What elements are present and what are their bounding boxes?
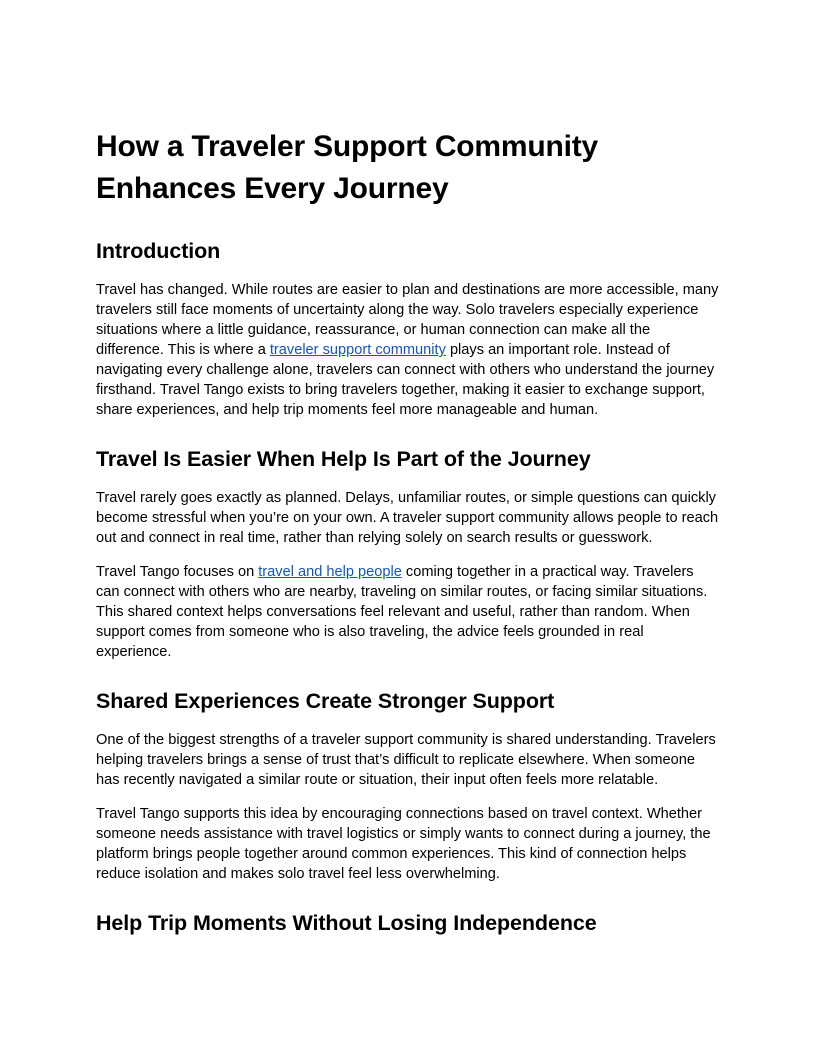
document-title: How a Traveler Support Community Enhances Every Journey: [96, 130, 599, 205]
section-heading: Introduction: [96, 239, 221, 263]
paragraph: Travel Tango supports this idea by encouraging connections based on travel context. Whether someone needs assistance with travel logistics or simply wants to connect during a journey, the platform brings people together around common experiences. This kind of connection helps reduce isolation and makes solo travel feel less overwhelming.: [96, 806, 711, 882]
document-page: [96, 126, 721, 952]
paragraph-text: coming together in a practical way. Travelers can connect with others who are nearby, traveling on similar routes, or facing similar situations. This shared context helps conversations feel relevant and useful, rather than random. When support comes from someone who is also traveling, the advice feels grounded in real experience.: [96, 564, 708, 660]
travel-and-help-people-link[interactable]: travel and help people: [258, 564, 402, 580]
section-shared-experiences: [96, 686, 721, 884]
paragraph: One of the biggest strengths of a traveler support community is shared understanding. Travelers helping travelers brings a sense of trust that’s difficult to replicate elsewhere. When someone has recently navigated a similar route or situation, their input often feels more relatable.: [96, 732, 716, 788]
paragraph-text: Travel Tango focuses on: [96, 564, 259, 580]
section-heading: Help Trip Moments Without Losing Independence: [96, 911, 597, 935]
section-help-trip-moments: [96, 908, 721, 938]
section-travel-easier: [96, 444, 721, 662]
traveler-support-community-link[interactable]: traveler support community: [269, 342, 446, 358]
paragraph-text: Travel has changed. While routes are easier to plan and destinations are more accessible, many travelers still face moments of uncertainty along the way. Solo travelers especially experience situations where a little guidance, reassurance, or human connection can make all the difference. This is where a: [96, 282, 719, 358]
paragraph-text: plays an important role. Instead of navigating every challenge alone, travelers can connect with others who understand the journey firsthand. Travel Tango exists to bring travelers together, making it easier to exchange support, share experiences, and help trip moments feel more manageable and human.: [96, 342, 715, 418]
paragraph: [96, 280, 721, 420]
section-introduction: [96, 236, 721, 420]
section-heading: Travel Is Easier When Help Is Part of the Journey: [96, 447, 591, 471]
paragraph: Travel rarely goes exactly as planned. Delays, unfamiliar routes, or simple questions can quickly become stressful when you’re on your own. A traveler support community allows people to reach out and connect in real time, rather than relying solely on search results or guesswork.: [96, 490, 719, 546]
paragraph: [96, 562, 721, 662]
section-heading: Shared Experiences Create Stronger Support: [96, 689, 555, 713]
